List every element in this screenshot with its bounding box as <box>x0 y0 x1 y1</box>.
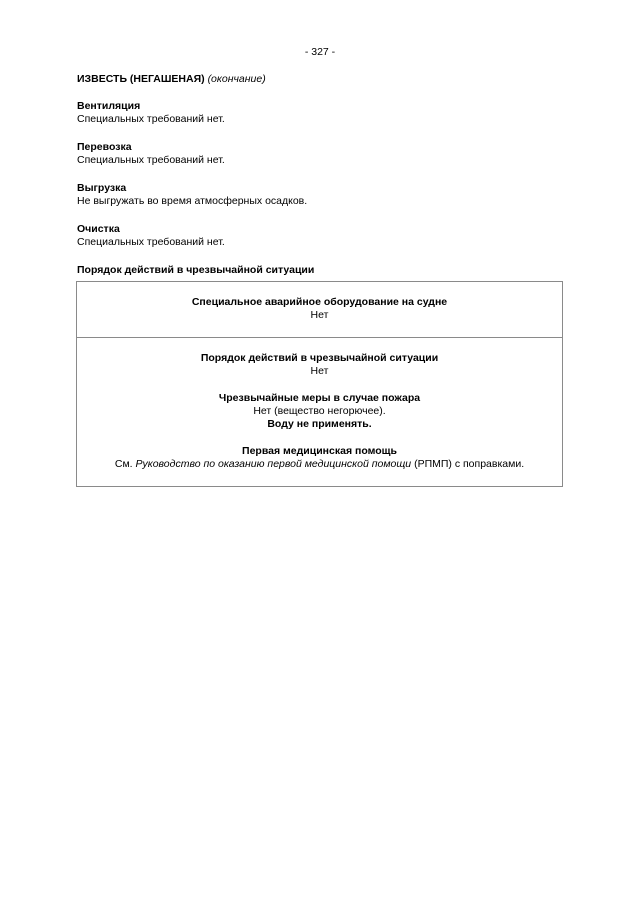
section-ventilation <box>77 100 225 126</box>
section-unloading <box>77 182 307 208</box>
section-heading: Очистка <box>77 223 120 235</box>
section-text: Специальных требований нет. <box>77 236 225 248</box>
first-aid-guide: Руководство по оказанию первой медицинской помощи <box>135 458 412 470</box>
section-text: Специальных требований нет. <box>77 154 225 166</box>
title-main: ИЗВЕСТЬ (НЕГАШЕНАЯ) <box>77 73 205 85</box>
page-number: - 327 - <box>304 46 336 58</box>
section-heading: Перевозка <box>77 141 132 153</box>
section-transport <box>77 141 225 167</box>
section-heading: Выгрузка <box>77 182 127 194</box>
first-aid-suffix: (РПМП) с поправками. <box>411 458 525 470</box>
first-aid-text <box>77 458 562 471</box>
procedures-cell <box>77 338 562 486</box>
emergency-heading: Порядок действий в чрезвычайной ситуации <box>77 264 315 276</box>
section-text: Не выгружать во время атмосферных осадков. <box>77 195 308 207</box>
first-aid-prefix: См. <box>114 458 136 470</box>
procedures-value: Нет <box>310 365 329 377</box>
section-heading: Вентиляция <box>77 100 141 112</box>
fire-line1: Нет (вещество негорючее). <box>253 405 386 417</box>
equipment-heading: Специальное аварийное оборудование на судне <box>191 296 448 308</box>
fire-heading: Чрезвычайные меры в случае пожара <box>218 392 421 404</box>
document-title <box>77 73 266 86</box>
section-cleaning <box>77 223 225 249</box>
equipment-value: Нет <box>310 309 329 321</box>
procedures-heading: Порядок действий в чрезвычайной ситуации <box>200 352 439 364</box>
title-note: (окончание) <box>207 73 266 85</box>
first-aid-heading: Первая медицинская помощь <box>242 445 397 457</box>
fire-line2: Воду не применять. <box>267 418 372 430</box>
emergency-table <box>76 281 563 487</box>
equipment-cell <box>77 282 562 338</box>
section-text: Специальных требований нет. <box>77 113 225 125</box>
